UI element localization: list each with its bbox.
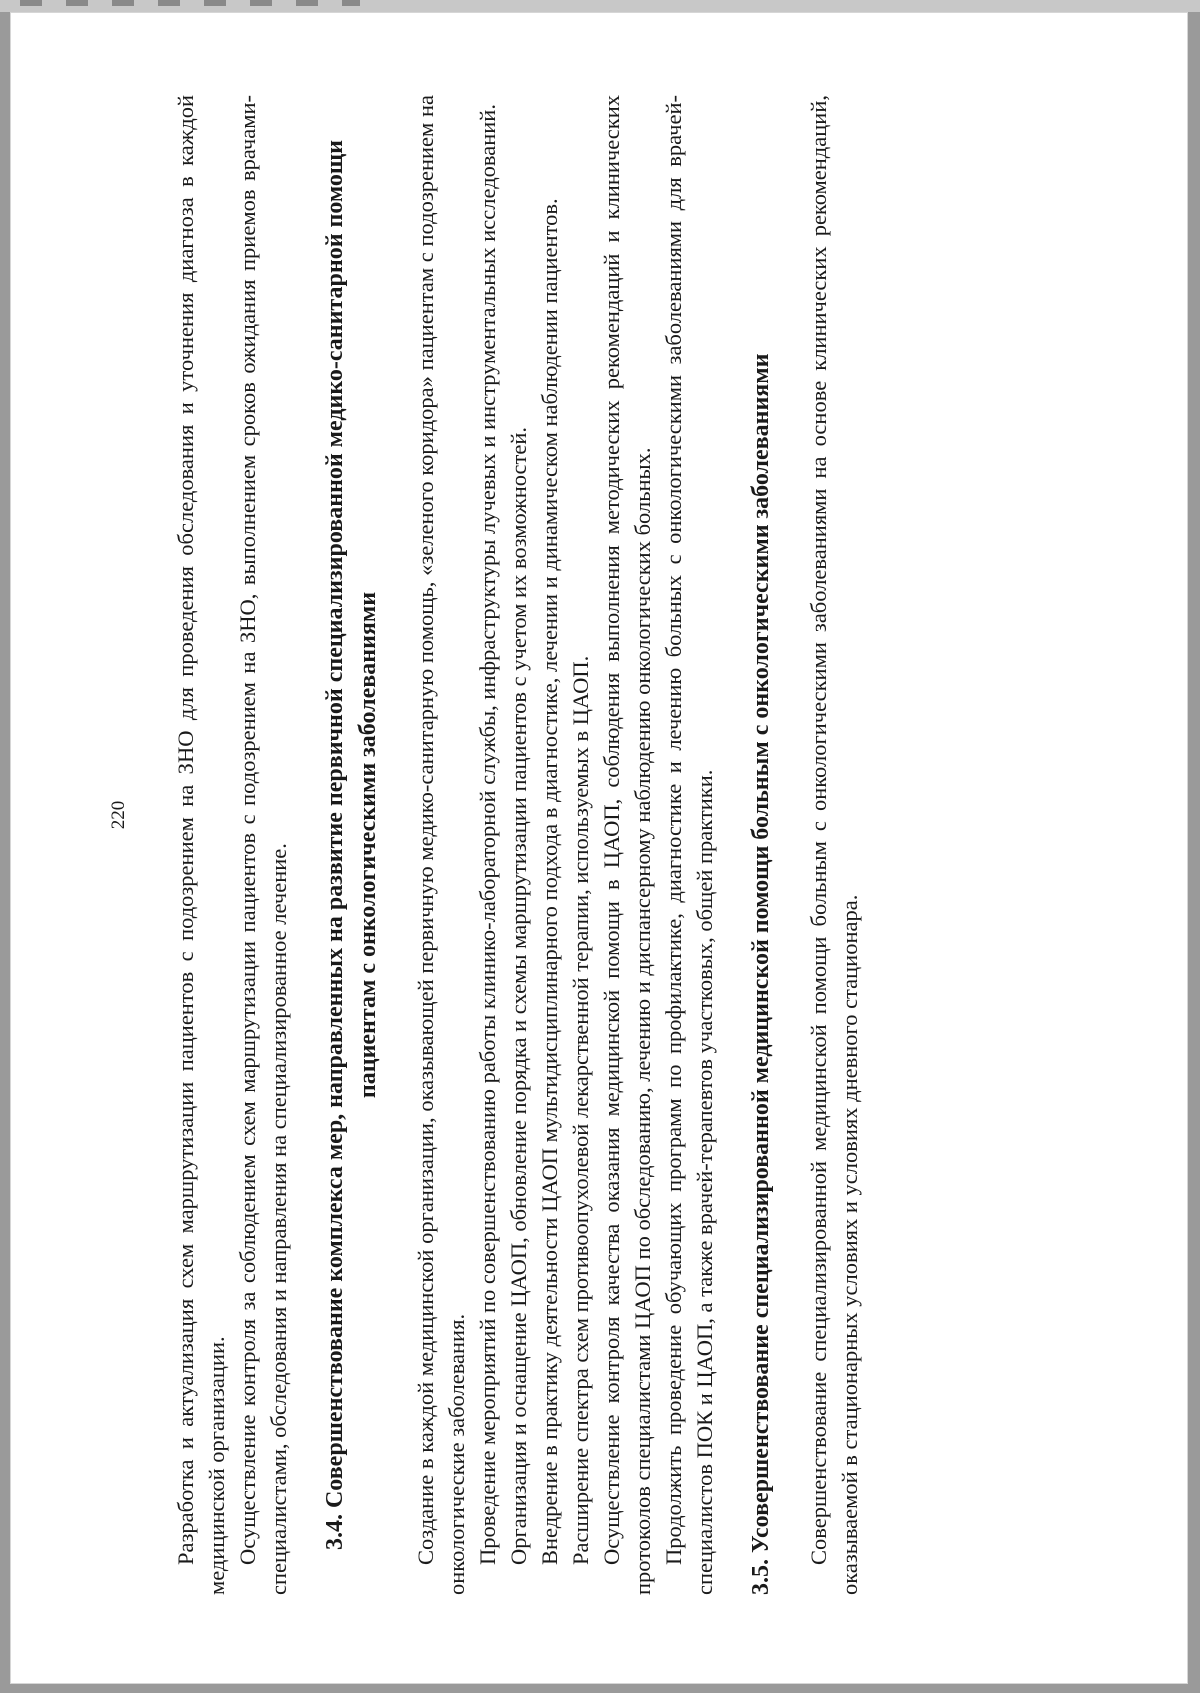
paragraph: Осуществление контроля за соблюдением схем маршрутизации пациентов с подозрением на ЗНО, выполнением сроков ожидания приемов врачами-специалистами, обследования и направления на специализированное лечение. bbox=[235, 95, 291, 1595]
paragraph: Создание в каждой медицинской организации, оказывающей первичную медико-санитарную помощь, «зеленого коридора» пациентам с подозрением на онкологические заболевания. bbox=[413, 95, 469, 1595]
paragraph: Разработка и актуализация схем маршрутизации пациентов с подозрением на ЗНО для проведения обследования и уточнения диагноза в каждой медицинской организации. bbox=[173, 95, 229, 1595]
rotated-page-content bbox=[108, 95, 1070, 1595]
paragraph: Осуществление контроля качества оказания медицинской помощи в ЦАОП, соблюдения выполнения методических рекомендаций и клинических протоколов специалистами ЦАОП по обследованию, лечению и диспансерному наблюдению онкологических больных. bbox=[599, 95, 655, 1595]
scan-marks bbox=[20, 0, 360, 6]
paragraph: Организация и оснащение ЦАОП, обновление порядка и схемы маршрутизации пациентов с учетом их возможностей. bbox=[506, 426, 531, 1565]
paragraph: Внедрение в практику деятельности ЦАОП мультидисциплинарного подхода в диагностике, лечении и динамическом наблюдении пациентов. bbox=[537, 198, 562, 1565]
paragraph: Проведение мероприятий по совершенствованию работы клинико-лабораторной службы, инфраструктуры лучевых и инструментальных исследований. bbox=[475, 104, 500, 1565]
page-number: 220 bbox=[108, 800, 129, 830]
scanner-top-strip bbox=[0, 0, 1200, 12]
paragraph: Расширение спектра схем противоопухолевой лекарственной терапии, используемых в ЦАОП. bbox=[568, 655, 593, 1565]
section-heading-3-4: 3.4. Совершенствование комплекса мер, направленных на развитие первичной специализированной медико-санитарной помощи пациентам с онкологическими заболеваниями bbox=[322, 139, 381, 1551]
document-body bbox=[170, 95, 865, 1595]
section-heading-3-5: 3.5. Усовершенствование специализированной медицинской помощи больным с онкологическими заболеваниями bbox=[748, 353, 774, 1595]
paragraph: Продолжить проведение обучающих программ по профилактике, диагностике и лечению больных с онкологическими заболеваниями для врачей-специалистов ПОК и ЦАОП, а также врачей-терапевтов участковых, общей практики. bbox=[661, 95, 717, 1595]
paragraph: Совершенствование специализированной медицинской помощи больным с онкологическими заболеваниями на основе клинических рекомендаций, оказываемой в стационарных условиях и условиях дневного стационара. bbox=[806, 95, 862, 1595]
